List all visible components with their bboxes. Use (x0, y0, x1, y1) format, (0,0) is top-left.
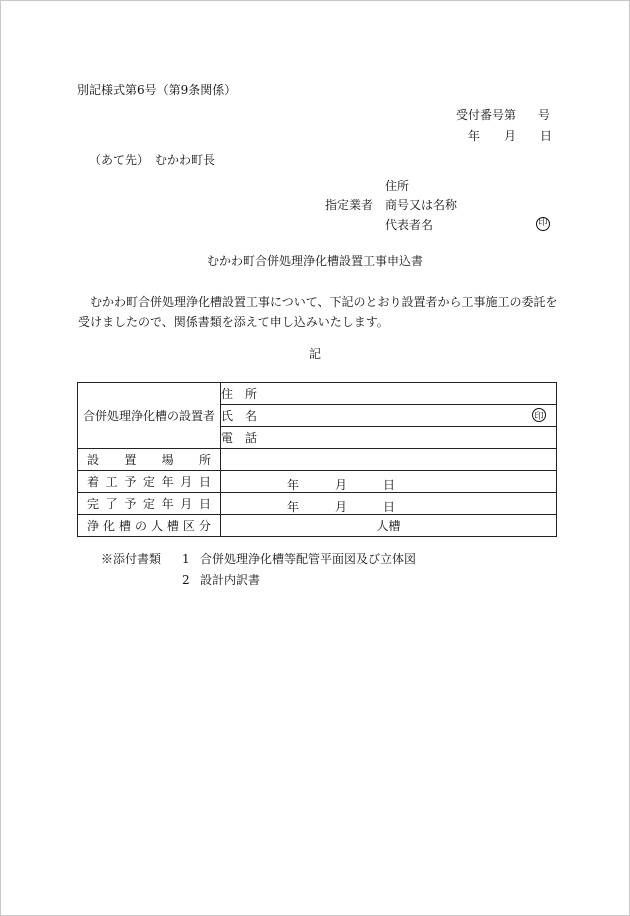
label-char: 槽 (166, 519, 179, 533)
seal-mark (536, 215, 550, 231)
body-paragraph: むかわ町合併処理浄化槽設置工事について、下記のとおり設置者から工事施工の委託を受けましたので、関係書類を添えて申し込みいたします。 (78, 295, 558, 329)
label-char: 月 (180, 475, 193, 489)
table-row (78, 515, 557, 537)
capacity-unit: 人槽 (376, 519, 401, 533)
label-char: 置 (124, 453, 137, 467)
table-row (78, 383, 557, 405)
form-number: 別記様式第6号（第9条関係） (77, 83, 237, 97)
label-char: 化 (102, 519, 115, 533)
capacity-label (78, 515, 221, 537)
label-char: 月 (180, 497, 193, 511)
label-char: 浄 (87, 519, 100, 533)
phone-label: 電 話 (221, 431, 258, 445)
address-label: 住 所 (221, 387, 258, 401)
attachment-item: 合併処理浄化槽等配管平面図及び立体図 (200, 552, 417, 566)
start-date-label (78, 471, 221, 493)
label-char: 日 (198, 497, 211, 511)
label-char: 定 (142, 475, 155, 489)
representative-label: 代表者名 (385, 218, 434, 232)
receipt-number-label: 受付番号第 (456, 108, 517, 122)
label-char: 区 (182, 519, 195, 533)
addressee: （あて先） むかわ町長 (89, 153, 216, 167)
label-char: 定 (142, 497, 155, 511)
designated-contractor-label: 指定業者 (325, 198, 374, 212)
label-char: 槽 (118, 519, 131, 533)
phone-field[interactable] (221, 427, 557, 449)
start-date-field[interactable] (221, 471, 557, 493)
ki-heading: 記 (308, 347, 321, 361)
label-char: の (134, 519, 147, 533)
label-char: 設 (87, 453, 100, 467)
table-row (78, 471, 557, 493)
date-year-label: 年 (468, 129, 481, 143)
year-label: 年 (287, 478, 300, 492)
address-field[interactable] (221, 383, 557, 405)
month-label: 月 (335, 500, 348, 514)
date-day-label: 日 (540, 129, 553, 143)
attachment-number: 1 (182, 552, 190, 566)
attachments-title: ※添付書類 (101, 552, 162, 566)
label-char: 日 (198, 475, 211, 489)
application-table (77, 382, 557, 537)
attachment-number: 2 (182, 573, 190, 587)
label-char: 場 (161, 453, 174, 467)
label-char: 了 (105, 497, 118, 511)
date-month-label: 月 (504, 129, 517, 143)
document-title: むかわ町合併処理浄化槽設置工事申込書 (206, 254, 423, 268)
seal-icon: 印 (532, 408, 546, 422)
receipt-number-suffix: 号 (538, 108, 551, 122)
location-field[interactable] (221, 449, 557, 471)
name-field[interactable] (221, 405, 557, 427)
applicant-name-label: 商号又は名称 (385, 198, 458, 212)
label-char: 人 (150, 519, 163, 533)
name-label: 氏 名 (221, 409, 258, 423)
label-char: 予 (124, 497, 137, 511)
table-row (78, 449, 557, 471)
label-char: 着 (87, 475, 100, 489)
day-label: 日 (383, 500, 396, 514)
day-label: 日 (383, 478, 396, 492)
label-char: 工 (105, 475, 118, 489)
label-char: 分 (198, 519, 211, 533)
label-char: 年 (161, 497, 174, 511)
label-char: 年 (161, 475, 174, 489)
completion-date-label (78, 493, 221, 515)
location-label (78, 449, 221, 471)
label-char: 所 (198, 453, 211, 467)
label-char: 予 (124, 475, 137, 489)
attachment-item: 設計内訳書 (200, 573, 261, 587)
month-label: 月 (335, 478, 348, 492)
applicant-address-label: 住所 (385, 179, 410, 193)
capacity-field[interactable] (221, 515, 557, 537)
seal-icon: 印 (536, 217, 550, 231)
completion-date-field[interactable] (221, 493, 557, 515)
year-label: 年 (287, 500, 300, 514)
installer-label: 合併処理浄化槽の設置者 (78, 383, 221, 449)
table-row (78, 493, 557, 515)
label-char: 完 (87, 497, 100, 511)
